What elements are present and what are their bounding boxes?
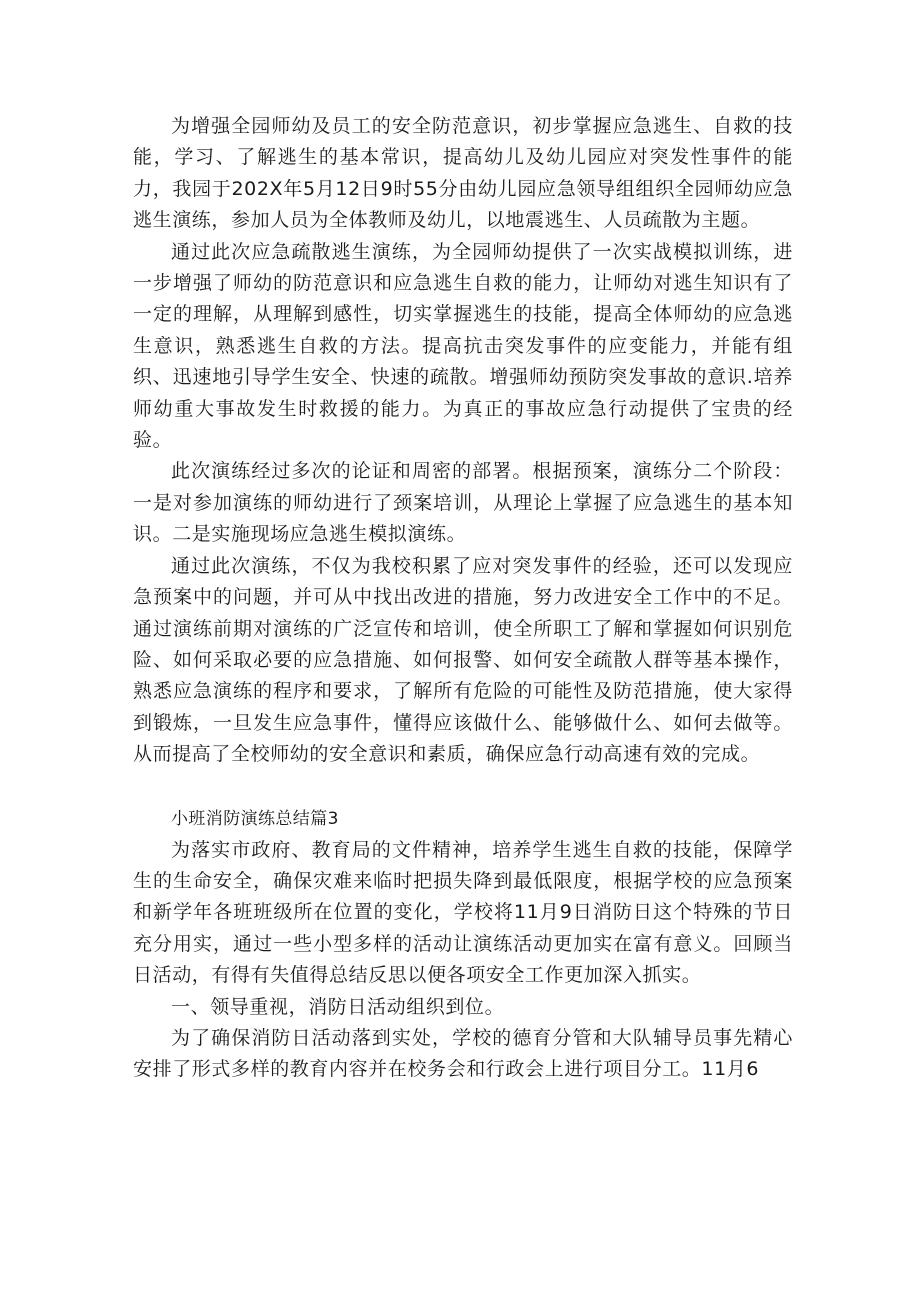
paragraph: 此次演练经过多次的论证和周密的部署。根据预案，演练分二个阶段：一是对参加演练的师幼进行了颈案培训，从理论上掌握了应急逃生的基本知识。二是实施现场应急逃生模拟演练。 [133, 460, 793, 546]
paragraph: 通过此次应急疏散逃生演练，为全园师幼提供了一次实战模拟训练，进一步增强了师幼的防范意识和应急逃生自救的能力，让师幼对逃生知识有了一定的理解，从理解到感性，切实掌握逃生的技能，提高全体师幼的应急逃生意识，熟悉逃生自救的方法。提高抗击突发事件的应变能力，并能有组织、迅速地引导学生安全、快速的疏散。增强师幼预防突发事故的意识.培养师幼重大事故发生时救援的能力。为真正的事故应急行动提供了宝贵的经验。 [133, 240, 793, 452]
document-body [133, 111, 793, 1086]
paragraph: 为增强全园师幼及员工的安全防范意识，初步掌握应急逃生、自救的技能，学习、了解逃生的基本常识，提高幼儿及幼儿园应对突发性事件的能力，我园于202X年5月12日9时55分由幼儿园应急领导组组织全园师幼应急逃生演练，参加人员为全体教师及幼儿，以地震逃生、人员疏散为主题。 [133, 115, 793, 232]
paragraph: 通过此次演练，不仅为我校积累了应对突发事件的经验，还可以发现应急预案中的问题，并可从中找出改进的措施，努力改进安全工作中的不足。通过演练前期对演练的广泛宣传和培训，使全所职工了解和掌握如何识别危险、如何采取必要的应急措施、如何报警、如何安全疏散人群等基本操作，熟悉应急演练的程序和要求，了解所有危险的可能性及防范措施，使大家得到锻炼，一旦发生应急事件，懂得应该做什么、能够做什么、如何去做等。从而提高了全校师幼的安全意识和素质，确保应急行动高速有效的完成。 [133, 554, 793, 766]
paragraph: 为落实市政府、教育局的文件精神，培养学生逃生自救的技能，保障学生的生命安全，确保灾难来临时把损失降到最低限度，根据学校的应急预案和新学年各班班级所在位置的变化，学校将11月9日消防日这个特殊的节日充分用实，通过一些小型多样的活动让演练活动更加实在富有意义。回顾当日活动，有得有失值得总结反思以便各项安全工作更加深入抓实。 [133, 838, 793, 987]
section-heading: 小班消防演练总结篇3 [171, 808, 339, 829]
paragraph: 一、领导重视，消防日活动组织到位。 [171, 995, 505, 1018]
paragraph: 为了确保消防日活动落到实处，学校的德育分管和大队辅导员事先精心安排了形式多样的教育内容并在校务会和行政会上进行项目分工。11月6 [133, 1026, 793, 1081]
